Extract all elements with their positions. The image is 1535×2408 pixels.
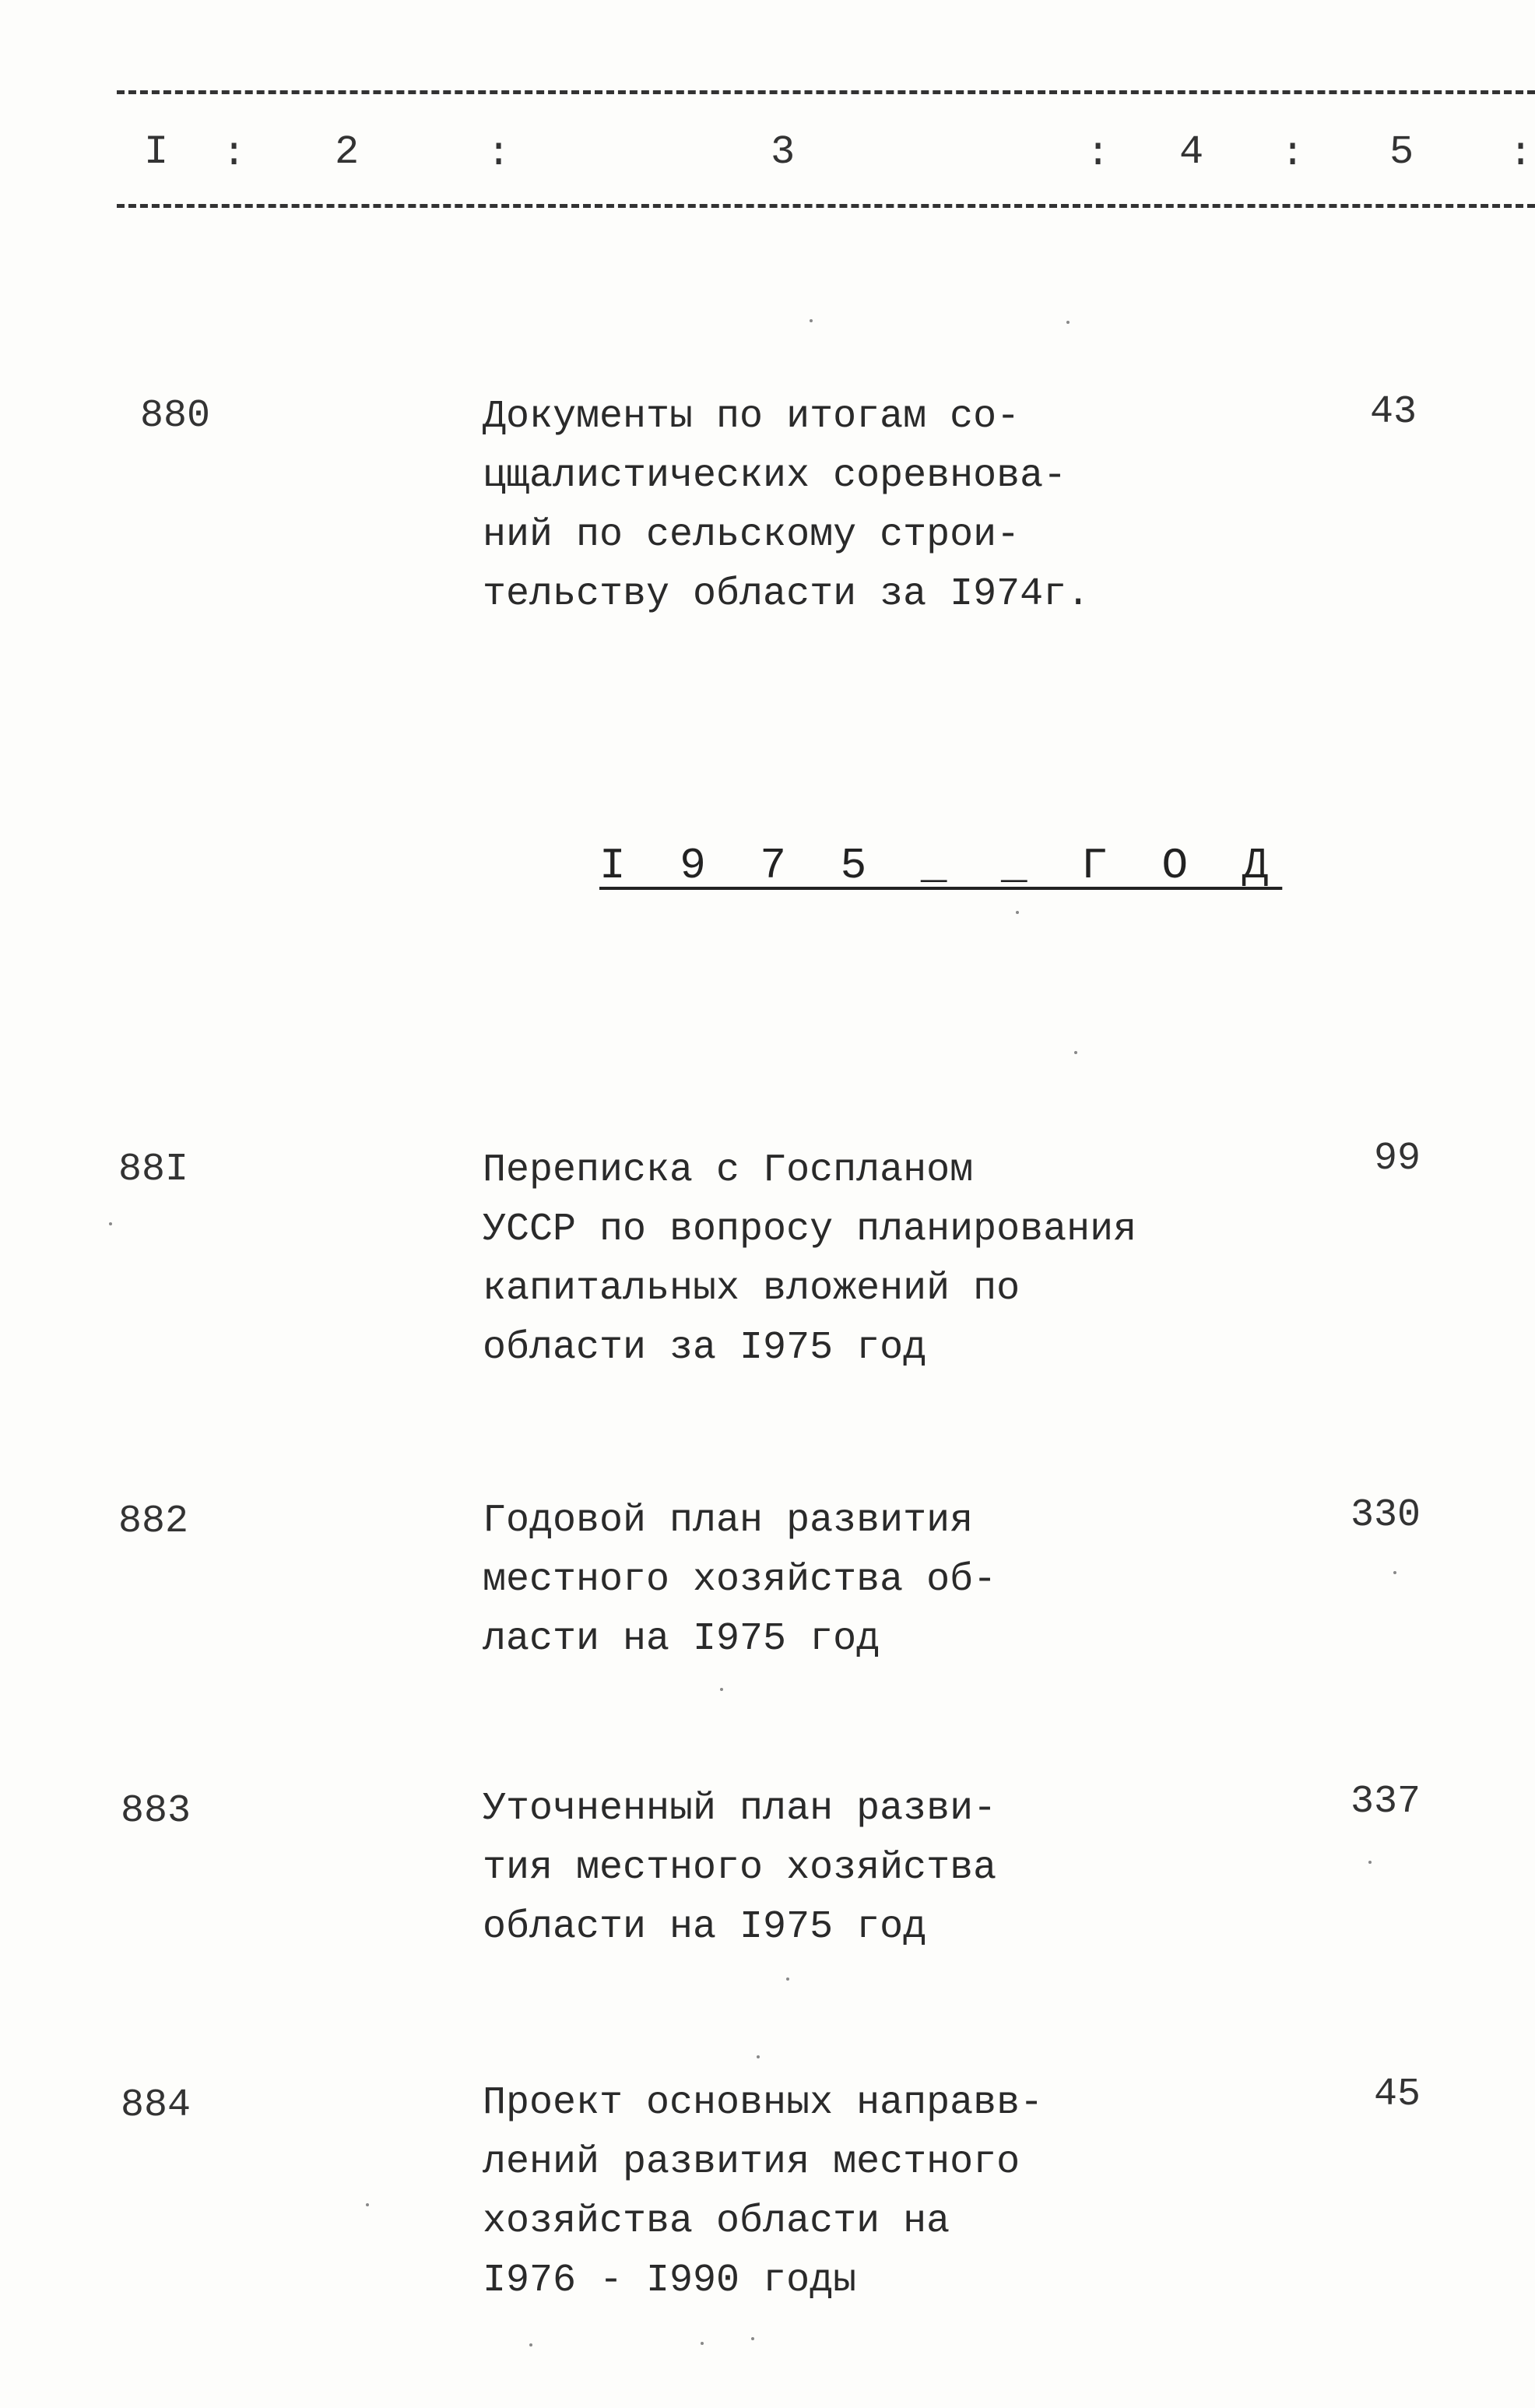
column-separator: : — [1280, 131, 1305, 177]
scan-speck — [701, 2342, 704, 2345]
entry-description — [483, 1141, 1183, 1378]
scan-speck — [1074, 1051, 1077, 1054]
header-top-rule — [117, 90, 1535, 94]
column-header-2: 2 — [335, 129, 360, 175]
scan-speck — [751, 2337, 754, 2340]
entry-description — [483, 1492, 1183, 1669]
entry-line: области за I975 год — [483, 1326, 927, 1370]
entry-number: 884 — [121, 2083, 191, 2128]
entry-page-count: 43 — [1369, 390, 1417, 434]
entry-line: Документы по итогам со- — [483, 395, 1020, 439]
column-header-1: I — [144, 129, 169, 175]
column-header-3: 3 — [771, 129, 796, 175]
scan-speck — [366, 2203, 369, 2206]
entry-line: Проект основных напрaвв- — [483, 2081, 1044, 2125]
entry-description — [483, 2074, 1183, 2311]
column-separator: : — [222, 131, 247, 177]
scan-speck — [1368, 1861, 1372, 1864]
entry-page-count: 45 — [1373, 2072, 1421, 2117]
entry-description — [483, 1780, 1183, 1957]
scan-speck — [1393, 1571, 1396, 1574]
scan-speck — [786, 1977, 789, 1981]
column-separator: : — [486, 131, 511, 177]
scan-speck — [757, 2055, 760, 2058]
entry-line: Уточненный план разви- — [483, 1787, 997, 1831]
scan-speck — [810, 319, 813, 322]
header-bottom-rule — [117, 204, 1535, 208]
column-separator: : — [1509, 131, 1533, 177]
entry-line: области на I975 год — [483, 1905, 927, 1949]
scan-speck — [1066, 321, 1070, 324]
entry-line: тия местного хозяйства — [483, 1846, 997, 1890]
entry-line: I976 - I990 годы — [483, 2259, 857, 2303]
entry-line: Переписка с Госпланом — [483, 1148, 974, 1193]
entry-line: Годовой план развития — [483, 1499, 974, 1543]
entry-page-count: 330 — [1350, 1493, 1421, 1538]
entry-line: ний по сельскому строи- — [483, 513, 1020, 557]
entry-number: 883 — [121, 1789, 191, 1833]
entry-number: 88I — [118, 1148, 189, 1192]
entry-line: местного хозяйства об- — [483, 1558, 997, 1602]
scan-speck — [109, 1222, 112, 1225]
entry-line: тельству области за I974г. — [483, 572, 1091, 617]
entry-line: ласти на I975 год — [483, 1617, 880, 1661]
entry-line: лений развития местного — [483, 2140, 1020, 2185]
year-heading: I 9 7 5 _ _ Г О Д — [599, 841, 1283, 891]
scan-speck — [720, 1688, 723, 1691]
entry-line: цщалистических соревнова- — [483, 454, 1067, 498]
entry-number: 882 — [118, 1499, 189, 1544]
entry-page-count: 337 — [1350, 1780, 1421, 1824]
column-separator: : — [1086, 131, 1111, 177]
scan-speck — [529, 2343, 532, 2346]
column-header-4: 4 — [1179, 129, 1204, 175]
entry-number: 880 — [140, 394, 211, 438]
entry-line: капитальных вложений по — [483, 1267, 1020, 1311]
entry-line: УССР по вопросу планирования — [483, 1208, 1137, 1252]
entry-page-count: 99 — [1373, 1137, 1421, 1181]
column-header-5: 5 — [1389, 129, 1414, 175]
entry-line: хозяйства области на — [483, 2199, 950, 2244]
scan-speck — [1016, 911, 1019, 914]
entry-description — [483, 388, 1183, 624]
